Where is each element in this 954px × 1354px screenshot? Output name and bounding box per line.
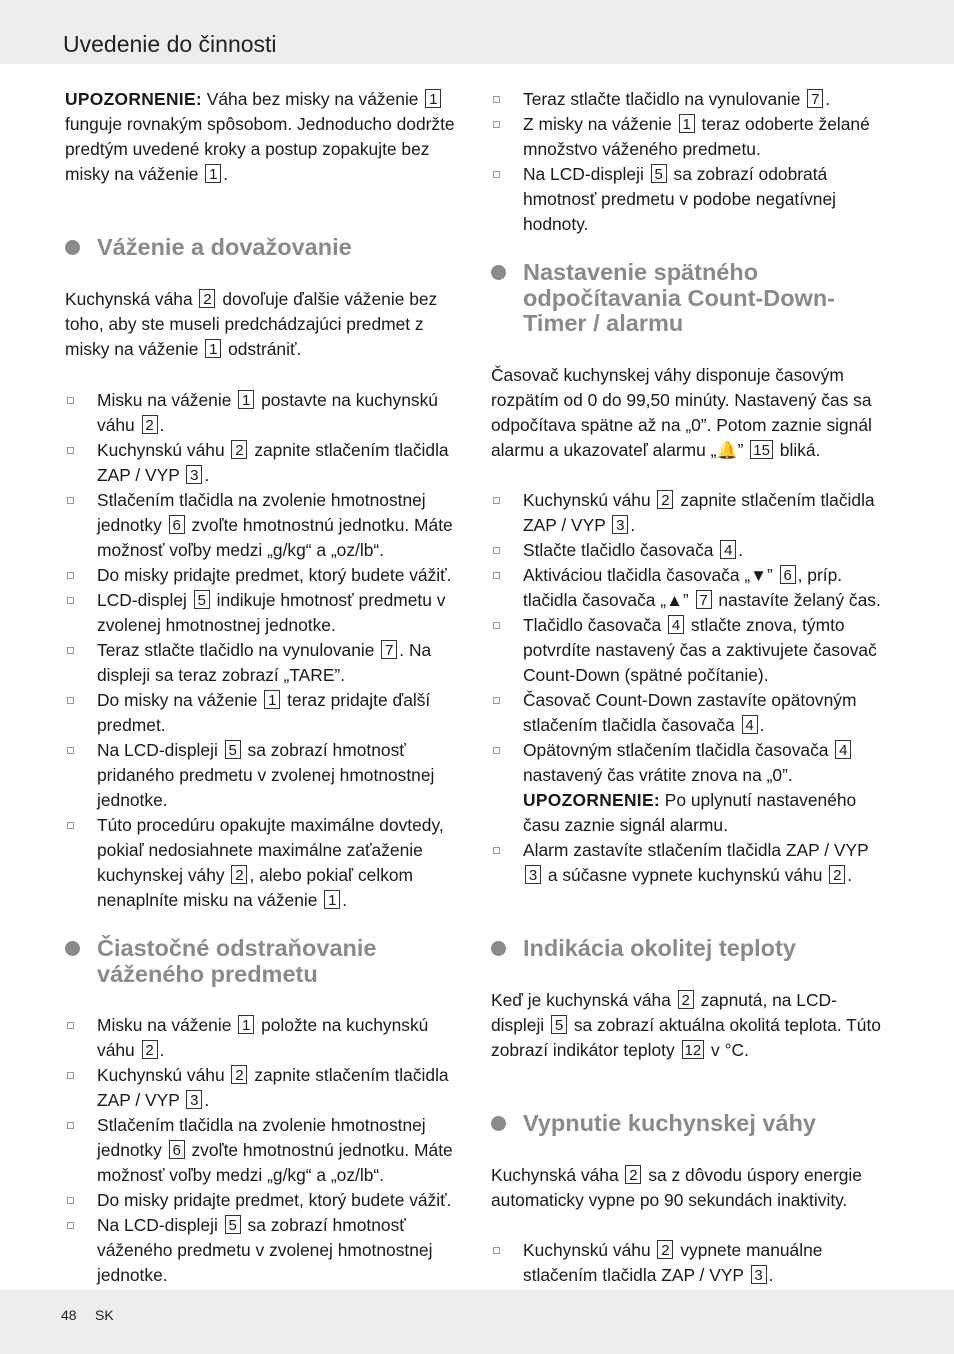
list-item: Alarm zastavíte stlačením tlačidla ZAP / VYP 3 a súčasne vypnete kuchynskú váhu 2 . [491, 838, 888, 888]
list-item: Kuchynskú váhu 2 zapnite stlačením tlačidla ZAP / VYP 3 . [65, 1063, 462, 1113]
list-item: Teraz stlačte tlačidlo na vynulovanie 7 . [491, 87, 888, 112]
heading-bullet-icon [491, 941, 506, 956]
footer-bar [0, 1290, 954, 1354]
checkbox-bullet-icon [493, 547, 500, 554]
list-item: Do misky pridajte predmet, ktorý budete vážiť. [65, 1188, 462, 1213]
reference-number: 12 [682, 1040, 705, 1059]
reference-number: 5 [551, 1015, 567, 1034]
reference-number: 5 [225, 1215, 241, 1234]
reference-number: 6 [169, 515, 185, 534]
reference-number: 5 [225, 740, 241, 759]
list-item: Túto procedúru opakujte maximálne dovtedy, pokiaľ nedosiahnete maximálne zaťaženie kuchynskej váhy 2 , alebo pokiaľ celkom nenaplníte misku na váženie 1 . [65, 813, 462, 913]
reference-number: 2 [231, 440, 247, 459]
reference-number: 3 [612, 515, 628, 534]
list-item: Misku na váženie 1 položte na kuchynskú váhu 2 . [65, 1013, 462, 1063]
note-label: UPOZORNENIE: [65, 89, 202, 109]
checkbox-bullet-icon [493, 622, 500, 629]
checkbox-bullet-icon [67, 697, 74, 704]
reference-number: 3 [186, 465, 202, 484]
instruction-list [65, 388, 462, 913]
list-item: LCD-displej 5 indikuje hmotnosť predmetu v zvolenej hmotnostnej jednotke. [65, 588, 462, 638]
reference-number: 3 [186, 1090, 202, 1109]
reference-number: 3 [525, 865, 541, 884]
reference-number: 2 [231, 1065, 247, 1084]
section-heading: Vypnutie kuchynskej váhy [491, 1111, 891, 1137]
list-item: Aktiváciou tlačidla časovača „▼” 6 , príp. tlačidla časovača „▲” 7 nastavíte želaný čas. [491, 563, 888, 613]
reference-number: 2 [142, 415, 158, 434]
reference-number: 1 [425, 89, 441, 108]
reference-number: 1 [238, 1015, 254, 1034]
list-item: Misku na váženie 1 postavte na kuchynskú váhu 2 . [65, 388, 462, 438]
language-code: SK [95, 1307, 114, 1323]
reference-number: 4 [668, 615, 684, 634]
section-heading: Nastavenie spätného odpočítavania Count-Down-Timer / alarmu [491, 260, 891, 337]
instruction-list [491, 87, 888, 237]
reference-number: 1 [679, 114, 695, 133]
list-item: Na LCD-displeji 5 sa zobrazí hmotnosť pridaného predmetu v zvolenej hmotnostnej jednotke. [65, 738, 462, 813]
list-item: Stlačte tlačidlo časovača 4 . [491, 538, 888, 563]
reference-number: 7 [696, 590, 712, 609]
checkbox-bullet-icon [67, 572, 74, 579]
list-item: Opätovným stlačením tlačidla časovača 4 nastavený čas vrátite znova na „0”. UPOZORNENIE: Po uplynutí nastaveného času zaznie signál alarmu. [491, 738, 888, 838]
list-item: Tlačidlo časovača 4 stlačte znova, týmto potvrdíte nastavený čas a zaktivujete časovač Count-Down (spätné počítanie). [491, 613, 888, 688]
list-item: Kuchynskú váhu 2 zapnite stlačením tlačidla ZAP / VYP 3 . [491, 488, 888, 538]
checkbox-bullet-icon [67, 397, 74, 404]
checkbox-bullet-icon [493, 96, 500, 103]
section-heading: Indikácia okolitej teploty [491, 936, 891, 962]
list-item: Do misky pridajte predmet, ktorý budete vážiť. [65, 563, 462, 588]
heading-bullet-icon [65, 941, 80, 956]
list-item: Z misky na váženie 1 teraz odoberte želané množstvo váženého predmetu. [491, 112, 888, 162]
reference-number: 2 [657, 1240, 673, 1259]
reference-number: 4 [720, 540, 736, 559]
checkbox-bullet-icon [493, 121, 500, 128]
page-title: Uvedenie do činnosti [63, 31, 277, 57]
section-intro: Keď je kuchynská váha 2 zapnutá, na LCD-displeji 5 sa zobrazí aktuálna okolitá teplota. Túto zobrazí indikátor teploty 12 v °C. [491, 990, 881, 1060]
reference-number: 2 [625, 1165, 641, 1184]
heading-bullet-icon [491, 265, 506, 280]
reference-number: 5 [194, 590, 210, 609]
checkbox-bullet-icon [67, 1022, 74, 1029]
list-item: Na LCD-displeji 5 sa zobrazí odobratá hmotnosť predmetu v podobe negatívnej hodnoty. [491, 162, 888, 237]
reference-number: 15 [750, 440, 773, 459]
list-item: Kuchynskú váhu 2 zapnite stlačením tlačidla ZAP / VYP 3 . [65, 438, 462, 488]
reference-number: 2 [142, 1040, 158, 1059]
instruction-list [491, 488, 888, 888]
down-arrow-icon: ▼ [750, 566, 767, 585]
list-item: Stlačením tlačidla na zvolenie hmotnostnej jednotky 6 zvoľte hmotnostnú jednotku. Máte možnosť voľby medzi „g/kg“ a „oz/lb“. [65, 488, 462, 563]
up-arrow-icon: ▲ [666, 591, 683, 610]
reference-number: 3 [751, 1265, 767, 1284]
section-heading: Čiastočné odstraňovanie váženého predmetu [65, 936, 465, 987]
list-item: Stlačením tlačidla na zvolenie hmotnostnej jednotky 6 zvoľte hmotnostnú jednotku. Máte možnosť voľby medzi „g/kg“ a „oz/lb“. [65, 1113, 462, 1188]
reference-number: 1 [264, 690, 280, 709]
checkbox-bullet-icon [493, 747, 500, 754]
checkbox-bullet-icon [493, 572, 500, 579]
note-label: UPOZORNENIE: [523, 790, 660, 810]
checkbox-bullet-icon [67, 1222, 74, 1229]
list-item: Časovač Count-Down zastavíte opätovným stlačením tlačidla časovača 4 . [491, 688, 888, 738]
list-item: Do misky na váženie 1 teraz pridajte ďalší predmet. [65, 688, 462, 738]
reference-number: 1 [238, 390, 254, 409]
reference-number: 2 [657, 490, 673, 509]
heading-bullet-icon [491, 1116, 506, 1131]
reference-number: 6 [169, 1140, 185, 1159]
checkbox-bullet-icon [67, 1197, 74, 1204]
reference-number: 1 [205, 339, 221, 358]
section-intro: Kuchynská váha 2 sa z dôvodu úspory energie automaticky vypne po 90 sekundách inaktivity. [491, 1165, 862, 1210]
reference-number: 1 [205, 164, 221, 183]
checkbox-bullet-icon [67, 497, 74, 504]
checkbox-bullet-icon [67, 1122, 74, 1129]
checkbox-bullet-icon [67, 747, 74, 754]
note-paragraph: UPOZORNENIE: Váha bez misky na váženie 1 funguje rovnakým spôsobom. Jednoducho dodržte predtým uvedené kroky a postup zopakujte bez misky na váženie 1 . [65, 89, 455, 184]
reference-number: 6 [780, 565, 796, 584]
reference-number: 5 [651, 164, 667, 183]
heading-bullet-icon [65, 240, 80, 255]
checkbox-bullet-icon [67, 597, 74, 604]
instruction-list [491, 1238, 888, 1288]
reference-number: 4 [742, 715, 758, 734]
list-item: Teraz stlačte tlačidlo na vynulovanie 7 . Na displeji sa teraz zobrazí „TARE”. [65, 638, 462, 688]
checkbox-bullet-icon [493, 497, 500, 504]
list-item: Na LCD-displeji 5 sa zobrazí hmotnosť váženého predmetu v zvolenej hmotnostnej jednotke. [65, 1213, 462, 1288]
reference-number: 4 [835, 740, 851, 759]
section-intro: Časovač kuchynskej váhy disponuje časovým rozpätím od 0 do 99,50 minúty. Nastavený čas sa odpočítava spätne až na „0”. Potom zaznie signál alarmu a ukazovateľ alarmu „🔔” 15 bliká. [491, 365, 872, 460]
reference-number: 2 [231, 865, 247, 884]
checkbox-bullet-icon [67, 647, 74, 654]
reference-number: 7 [807, 89, 823, 108]
checkbox-bullet-icon [67, 822, 74, 829]
page-number: 48 [61, 1307, 77, 1323]
checkbox-bullet-icon [67, 1072, 74, 1079]
checkbox-bullet-icon [493, 697, 500, 704]
reference-number: 1 [324, 890, 340, 909]
section-intro: Kuchynská váha 2 dovoľuje ďalšie váženie bez toho, aby ste museli predchádzajúci predmet z misky na váženie 1 odstrániť. [65, 289, 438, 359]
checkbox-bullet-icon [493, 847, 500, 854]
instruction-list [65, 1013, 462, 1288]
reference-number: 2 [678, 990, 694, 1009]
checkbox-bullet-icon [493, 1247, 500, 1254]
reference-number: 2 [199, 289, 215, 308]
reference-number: 2 [829, 865, 845, 884]
section-heading: Váženie a dovažovanie [65, 235, 465, 261]
checkbox-bullet-icon [67, 447, 74, 454]
reference-number: 7 [381, 640, 397, 659]
alarm-bell-icon: 🔔 [716, 441, 738, 460]
list-item: Kuchynskú váhu 2 vypnete manuálne stlačením tlačidla ZAP / VYP 3 . [491, 1238, 888, 1288]
checkbox-bullet-icon [493, 171, 500, 178]
